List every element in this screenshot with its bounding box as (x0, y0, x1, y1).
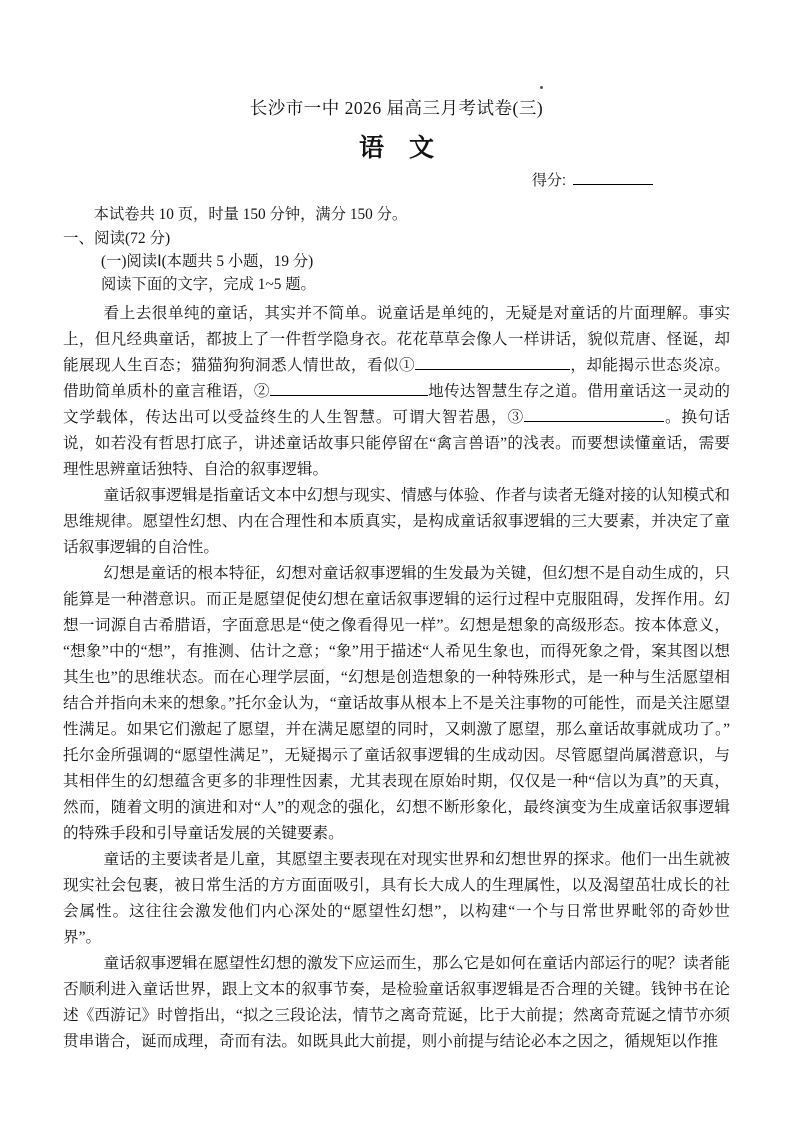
score-row (0, 171, 793, 190)
passage-paragraph-5: 童话叙事逻辑在愿望性幻想的激发下应运而生，那么它是如何在童话内部运行的呢？读者能否顺利进入童话世界，跟上文本的叙事节奏，是检验童话叙事逻辑是否合理的关键。钱钟书在论述《西游记》时曾指出，“拟之三段论法，情节之离奇荒诞，比于大前提；然离奇荒诞之情节亦须贯串谐合，诞而成理，奇而有法。如既具此大前提，则小前提与结论必本之因之，循规矩以作推 (63, 955, 730, 1050)
reading-passage (63, 301, 730, 1055)
passage-text-segment: 看上去很单纯的童话，其实并不简单。说童话是单纯的，无疑是对童话的片面理解。事实上，但凡经典童话，都披上了一件哲学隐身衣。花花草草会像人一样讲话，貌似荒唐、怪诞，却能展现人生百态；猫猫狗狗洞悉人情世故，看似① (63, 305, 730, 374)
fill-in-blank-3 (524, 417, 664, 422)
section-heading-reading: 一、阅读(72 分) (63, 230, 171, 247)
subsection-heading-reading-1: (一)阅读Ⅰ(本题共 5 小题，19 分) (101, 253, 314, 270)
passage-paragraph-3: 幻想是童话的根本特征，幻想对童话叙事逻辑的生发最为关键，但幻想不是自动生成的，只能算是一种潜意识。而正是愿望促使幻想在童话叙事逻辑的运行过程中克服阻碍，发挥作用。幻想一词源自古希腊语，字面意思是“使之像看得见一样”。幻想是想象的高级形态。按本体意义，“想象”中的“想”，有推测、估计之意；“象”用于描述“人希见生象也，而得死象之骨，案其图以想其生也”的思维状态。而在心理学层面，“幻想是创造想象的一种特殊形式，是一种与生活愿望相结合并指向未来的想象。”托尔金认为，“童话故事从根本上不是关注事物的可能性，而是关注愿望性满足。如果它们激起了愿望，并在满足愿望的同时，又刺激了愿望，那么童话故事就成功了。”托尔金所强调的“愿望性满足”，无疑揭示了童话叙事逻辑的生成动因。尽管愿望尚属潜意识，与其相伴生的幻想蕴含更多的非理性因素，尤其表现在原始时期，仅仅是一种“信以为真”的天真，然而，随着文明的演进和对“人”的观念的强化，幻想不断形象化，最终演变为生成童话叙事逻辑的特殊手段和引导童话发展的关键要素。 (63, 565, 730, 842)
paper-body (0, 203, 793, 1055)
passage-paragraph-1 (63, 301, 730, 483)
scan-artifact-dot (540, 86, 543, 89)
exam-header-title: 长沙市一中 2026 届高三月考试卷(三) (249, 98, 544, 118)
passage-text-segment: 。换句话说，如若没有哲思打底子，讲述童话故事只能停留在“禽言兽语”的浅表。而要想读懂童话，需要理性思辨童话独特、自洽的叙事逻辑。 (63, 409, 730, 478)
passage-paragraph-2: 童话叙事逻辑是指童话文本中幻想与现实、情感与体验、作者与读者无缝对接的认知模式和思维规律。愿望性幻想、内在合理性和本质真实，是构成童话叙事逻辑的三大要素，并决定了童话叙事逻辑的自洽性。 (63, 487, 730, 556)
instruction-text: 阅读下面的文字，完成 1~5 题。 (101, 275, 316, 293)
passage-text-segment: ，却能揭示世态炎凉。借助简单质朴的童言稚语，② (63, 357, 730, 400)
paper-info-text: 本试卷共 10 页，时量 150 分钟，满分 150 分。 (93, 206, 408, 223)
passage-text-segment: 地传达智慧生存之道。借用童话这一灵动的文学载体，传达出可以受益终生的人生智慧。可谓大智若愚，③ (63, 383, 730, 426)
score-blank-line (573, 171, 653, 185)
fill-in-blank-2 (270, 391, 428, 396)
passage-paragraph-4: 童话的主要读者是儿童，其愿望主要表现在对现实世界和幻想世界的探求。他们一出生就被现实社会包裹，被日常生活的方方面面吸引，具有长大成人的生理属性，以及渴望茁壮成长的社会属性。这往往会激发他们内心深处的“愿望性幻想”，以构建“一个与日常世界毗邻的奇妙世界”。 (63, 851, 730, 946)
score-label: 得分: (531, 172, 566, 189)
subject-title: 语 文 (358, 134, 434, 162)
fill-in-blank-1 (415, 365, 570, 370)
